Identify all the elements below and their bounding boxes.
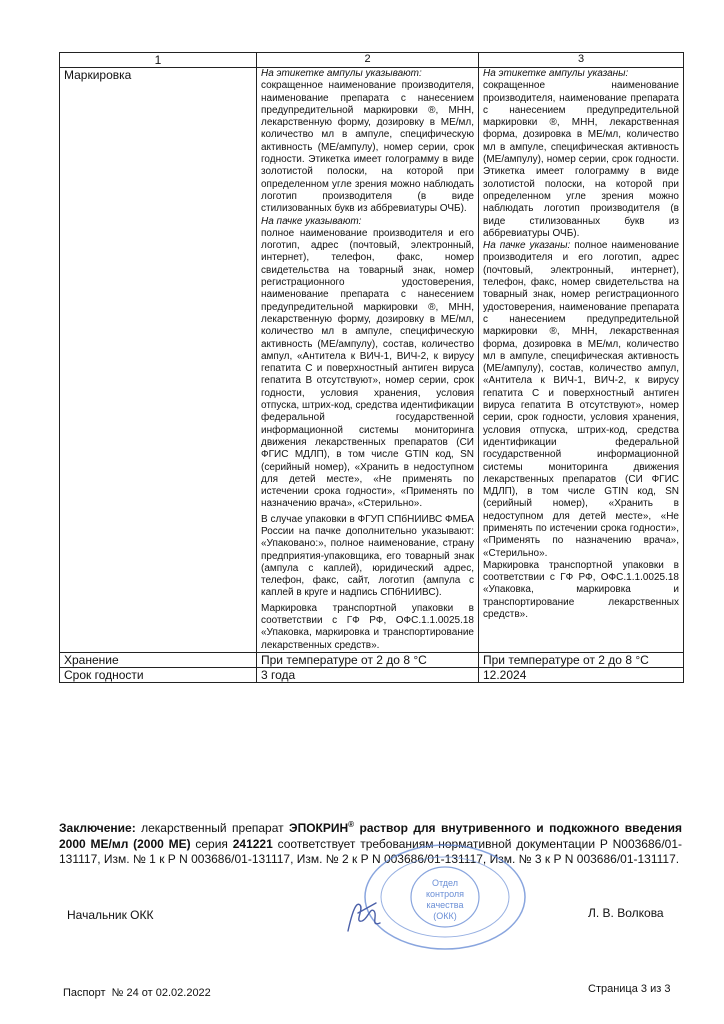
signatory-position: Начальник ОКК [67, 908, 154, 922]
marking-paragraph: В случае упаковки в ФГУП СПбНИИВС ФМБА России на пачке дополнительно указывают: «Упаковано:», полное наименование, страну предприятия-упаковщика, его товарный знак (ампула с каплей), юридический адрес, телефон, факс, сайт, логотип (ампула с каплей в круге и надпись СПбНИИВС). [261, 513, 474, 599]
svg-text:качества: качества [426, 900, 464, 910]
row-label-storage: Хранение [60, 652, 257, 667]
conclusion-text-2: серия [190, 836, 233, 851]
row-label-marking: Маркировка [60, 68, 257, 653]
product-name: ЭПОКРИН [289, 821, 349, 835]
passport-number: Паспорт № 24 от 02.02.2022 [63, 987, 211, 999]
registered-mark: ® [348, 820, 355, 829]
marking-paragraph: сокращенное наименование производителя, наименование препарата с нанесением предупредительной маркировки ®, МНН, лекарственная форма, дозировка в МЕ/мл, количество мл в ампуле, специфическая активность (МЕ/ампулу), номер серии, срок годности. Этикетка имеет голограмму в виде золотистой полоски, на которой при определенном угле зрения можно наблюдать логотип производителя (в виде стилизованных букв из аббревиатуры ОЧБ). [483, 80, 679, 239]
marking-paragraph: Маркировка транспортной упаковки в соответствии с ГФ РФ, ОФС.1.1.0025.18 «Упаковка, маркировка и транспортирование лекарственных средств». [483, 559, 679, 621]
page-counter: Страница 3 из 3 [588, 983, 671, 995]
marking-paragraph [483, 240, 679, 560]
marking-paragraph: На пачке указывают: [261, 215, 362, 227]
conclusion-lead: Заключение: [59, 821, 136, 835]
table-header-row [60, 53, 684, 68]
table-row-shelf-life [60, 667, 684, 682]
conclusion-text-1: лекарственный препарат [135, 821, 290, 835]
header-col-2: 2 [257, 53, 479, 68]
table-row-marking [60, 68, 684, 653]
marking-paragraph-text: полное наименование производителя и его логотип, адрес (почтовый, электронный, интернет), телефон, факс, номер свидетельства на товарный знак, номер регистрационного удостоверения, наименование препарата с нанесением предупредительной маркировки ®, МНН, лекарственная форма, дозировка в МЕ/мл, количество мл в ампуле, специфическая активность (МЕ/ампулу), состав, количество ампул, «Антитела к ВИЧ-1, ВИЧ-2, к вирусу гепатита С и поверхностный антиген вируса гепатита В отсутствуют», номер серии, срок годности, условия хранения, условия отпуска, штрих-код, средства идентификации федеральной государственной информационной системы мониторинга движения лекарственных препаратов (СИ ФГИС МДЛП), в том числе GTIN код, SN (серийный номер), «Хранить в недоступном для детей месте», «Не применять по истечении срока годности», «Применять по назначению врача», «Стерильно». [483, 240, 680, 559]
shelf-life-requirement: 3 года [257, 667, 479, 682]
marking-paragraph: На этикетке ампулы указывают: [261, 68, 422, 79]
product-form: раствор для внутривенного и подкожного введения 2000 МЕ/мл (2000 МЕ) [59, 821, 682, 851]
svg-text:(ОКК): (ОКК) [433, 911, 457, 921]
svg-text:контроля: контроля [425, 889, 465, 899]
marking-paragraph: полное наименование производителя и его логотип, адрес (почтовый, электронный, интернет), телефон, факс, номер свидетельства на товарный знак, номер регистрационного удостоверения, наименование препарата с нанесением предупредительной маркировки ®, МНН, лекарственную форму, дозировку в МЕ/мл, количество мл в ампуле, специфическую активность (МЕ/ампулу), состав, количество ампул, «Антитела к ВИЧ-1, ВИЧ-2, к вирусу гепатита С и поверхностный антиген вируса гепатита В отсутствуют», номер серии, срок годности, условия хранения, условия отпуска, штрих-код, средства идентификации федеральной государственной информационной системы мониторинга движения лекарственных препаратов (СИ ФГИС МДЛП), в том числе GTIN код, SN (серийный номер), «Хранить в недоступном для детей месте», «Не применять по истечении срока годности», «Применять по назначению врача», «Стерильно». [261, 227, 474, 510]
series-number: 241221 [232, 836, 273, 851]
conclusion-text-3: соответствует требованиям нормативной документации Р N003686/01-131117, Изм. № 1 к Р N 003686/01-131117, Изм. № 2 к Р N 003686/01-131117, Изм. № 3 к Р N 003686/01-131117. [59, 836, 683, 866]
signature-mark [340, 893, 390, 938]
header-col-1: 1 [60, 53, 257, 68]
header-col-3: 3 [479, 53, 684, 68]
marking-paragraph: Маркировка транспортной упаковки в соответствии с ГФ РФ, ОФС.1.1.0025.18 «Упаковка, маркировка и транспортирование лекарственных средств». [261, 602, 474, 651]
table-row-storage [60, 652, 684, 667]
marking-actual-cell [479, 68, 684, 653]
storage-actual: При температуре от 2 до 8 °С [479, 652, 684, 667]
marking-subheading: На пачке указаны: [483, 240, 571, 252]
marking-paragraph: На этикетке ампулы указаны: [483, 68, 629, 79]
specification-table [59, 52, 684, 683]
marking-paragraph: сокращенное наименование производителя, наименование препарата с нанесением предупредительной маркировки ®, МНН, лекарственную форму, дозировку в МЕ/мл, количество мл в ампуле, специфическую активность (МЕ/ампулу), номер серии, срок годности. Этикетка имеет голограмму в виде золотистой полоски, на которой при определенном угле зрения можно наблюдать логотип производителя (в виде стилизованных букв из аббревиатуры ОЧБ). [261, 80, 474, 215]
marking-requirements-cell [257, 68, 479, 653]
storage-requirement: При температуре от 2 до 8 °С [257, 652, 479, 667]
shelf-life-actual: 12.2024 [479, 667, 684, 682]
svg-text:Отдел: Отдел [431, 878, 459, 888]
signatory-name: Л. В. Волкова [588, 906, 664, 920]
row-label-shelf-life: Срок годности [60, 667, 257, 682]
